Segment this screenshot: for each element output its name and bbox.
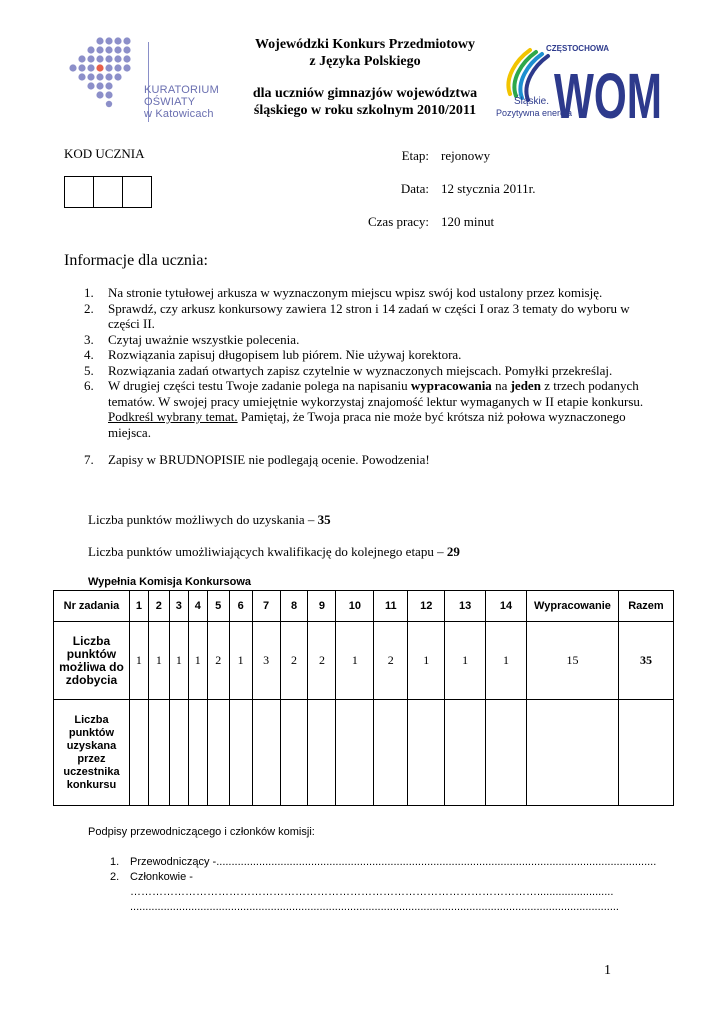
signatures-list: [110, 855, 657, 915]
score-entry-cell[interactable]: [129, 700, 148, 806]
instruction-item: [84, 347, 659, 363]
exam-time-label: Czas pracy:: [367, 214, 429, 229]
table-header-row: [54, 591, 674, 622]
exam-info-row: [340, 214, 540, 247]
table-cell-total: 35: [618, 622, 673, 700]
instruction-text: Na stronie tytułowej arkusza w wyznaczonym miejscu wpisz swój kod ustalony przez komisję.: [108, 285, 603, 300]
exam-time-value: 120 minut: [441, 214, 495, 229]
signature-members-line2[interactable]: ................................................................................................................................................................: [130, 901, 619, 913]
table-cell: 1: [169, 622, 188, 700]
instruction-item: [84, 301, 659, 332]
signature-item-members: [110, 870, 650, 885]
max-points-label: Liczba punktów możliwych do uzyskania –: [88, 512, 318, 527]
wom-city: CZĘSTOCHOWA: [546, 44, 609, 53]
page-number: 1: [604, 963, 611, 978]
table-header-cell: 14: [486, 591, 527, 622]
kuratorium-line3: w Katowicach: [144, 108, 214, 120]
exam-date-label: Data:: [400, 181, 429, 196]
instruction-text: Rozwiązania zadań otwartych zapisz czytelnie w wyznaczonych miejscach. Pomyłki przekreślaj.: [108, 362, 613, 378]
table-header-cell: 9: [308, 591, 336, 622]
table-cell: 2: [308, 622, 336, 700]
table-cell: 2: [207, 622, 229, 700]
kuratorium-line1: KURATORIUM: [144, 84, 219, 96]
table-cell: 1: [188, 622, 207, 700]
table-header-cell: Razem: [618, 591, 673, 622]
instruction-number: 2.: [84, 300, 94, 316]
instruction-bold-wypracowania: wypracowania: [410, 378, 492, 393]
kuratorium-name: [144, 84, 219, 120]
table-row-earned-points: [54, 700, 674, 806]
max-points-value: 35: [317, 512, 331, 527]
table-header-cell: 13: [445, 591, 486, 622]
instruction-item: [84, 332, 659, 348]
kuratorium-logo: [70, 36, 220, 126]
wom-brand: WOM: [554, 60, 662, 132]
instruction-number: 3.: [84, 331, 94, 347]
signature-chair-label: Przewodniczący -: [130, 856, 217, 868]
instruction-number: 5.: [84, 362, 94, 378]
instruction-text-part: Pamiętaj, że Twoja praca nie może być krótsza niż połowa wyznaczonego miejsca.: [108, 409, 626, 440]
score-entry-cell[interactable]: [486, 700, 527, 806]
exam-info-row: [340, 148, 540, 181]
kod-box-1[interactable]: [64, 176, 94, 208]
exam-info-row: [340, 181, 540, 214]
exam-info: [340, 148, 540, 247]
table-cell: 3: [252, 622, 280, 700]
title-line1: Wojewódzki Konkurs Przedmiotowy: [254, 37, 476, 52]
instructions-list: [84, 285, 659, 468]
table-header-cell: 2: [148, 591, 169, 622]
exam-stage-value: rejonowy: [441, 148, 491, 163]
kod-box-3[interactable]: [122, 176, 152, 208]
wom-tag1: Śląskie.: [514, 96, 550, 107]
exam-date-value: 12 stycznia 2011r.: [441, 181, 536, 196]
score-entry-cell[interactable]: [408, 700, 445, 806]
table-cell: 1: [129, 622, 148, 700]
score-entry-cell[interactable]: [526, 700, 618, 806]
score-entry-cell[interactable]: [207, 700, 229, 806]
score-entry-cell[interactable]: [169, 700, 188, 806]
kod-ucznia-label: KOD UCZNIA: [64, 146, 145, 161]
instruction-text-part: na: [491, 378, 511, 393]
qual-points-label: Liczba punktów umożliwiających kwalifikację do kolejnego etapu –: [88, 544, 447, 559]
table-header-cell: 7: [252, 591, 280, 622]
title-line2: z Języka Polskiego: [309, 54, 421, 69]
score-entry-cell[interactable]: [308, 700, 336, 806]
kuratorium-dots-icon: [70, 36, 142, 108]
table-header-cell: 8: [280, 591, 308, 622]
contest-title: [230, 36, 500, 119]
table-header-cell: 12: [408, 591, 445, 622]
table-row-label: Liczba punktów uzyskana przez uczestnika konkursu: [54, 700, 130, 806]
wom-tag2: Pozytywna energia: [496, 108, 573, 118]
table-header-cell: 11: [374, 591, 408, 622]
qual-points-value: 29: [446, 544, 460, 559]
instruction-number: 6.: [84, 378, 94, 393]
instruction-text-part: W drugiej części testu Twoje zadanie polega na napisaniu: [108, 378, 411, 393]
kod-ucznia-boxes[interactable]: [64, 176, 151, 208]
table-cell: 1: [336, 622, 374, 700]
table-cell: 1: [445, 622, 486, 700]
score-entry-cell[interactable]: [336, 700, 374, 806]
kod-box-2[interactable]: [93, 176, 123, 208]
score-entry-cell[interactable]: [148, 700, 169, 806]
table-row-max-points: [54, 622, 674, 700]
table-cell: 1: [148, 622, 169, 700]
table-cell: 1: [229, 622, 252, 700]
score-entry-cell[interactable]: [229, 700, 252, 806]
table-header-cell: 4: [188, 591, 207, 622]
score-entry-cell[interactable]: [618, 700, 673, 806]
score-entry-cell[interactable]: [280, 700, 308, 806]
instruction-item: [84, 452, 659, 468]
instruction-text: Zapisy w BRUDNOPISIE nie podlegają ocenie. Powodzenia!: [108, 452, 430, 467]
instruction-text-part: z trzech podanych tematów. W swojej pracy umiejętnie wykorzystaj znajomość lektur wymaganych w II etapie konkursu.: [108, 378, 644, 409]
kuratorium-line2: OŚWIATY: [144, 96, 196, 108]
signature-chair-line[interactable]: ................................................................................................................................................: [216, 856, 657, 868]
qual-points: [88, 544, 460, 560]
wom-logo: [496, 38, 666, 132]
table-header-cell: 10: [336, 591, 374, 622]
table-header-cell: Wypracowanie: [526, 591, 618, 622]
info-heading: Informacje dla ucznia:: [64, 252, 208, 269]
table-cell: 15: [526, 622, 618, 700]
title-line4: śląskiego w roku szkolnym 2010/2011: [253, 103, 477, 118]
instruction-bold-jeden: jeden: [510, 378, 541, 393]
instruction-item: [84, 363, 659, 379]
score-entry-cell[interactable]: [252, 700, 280, 806]
exam-stage-label: Etap:: [401, 148, 429, 163]
table-cell: 1: [408, 622, 445, 700]
table-caption: Wypełnia Komisja Konkursowa: [88, 576, 252, 588]
table-cell: 1: [486, 622, 527, 700]
instruction-number: 1.: [84, 285, 94, 300]
signature-item-chair: [110, 855, 657, 870]
instruction-item: [84, 378, 659, 440]
signature-members-label: Członkowie -: [130, 871, 193, 883]
instruction-text: Czytaj uważnie wszystkie polecenia.: [108, 331, 300, 347]
table-header-cell: 6: [229, 591, 252, 622]
score-entry-cell[interactable]: [445, 700, 486, 806]
score-entry-cell[interactable]: [374, 700, 408, 806]
table-cell: 2: [280, 622, 308, 700]
table-row-label: Liczba punktów możliwa do zdobycia: [54, 622, 130, 700]
table-header-cell: 3: [169, 591, 188, 622]
signature-number: 1.: [110, 856, 120, 868]
score-entry-cell[interactable]: [188, 700, 207, 806]
wom-logo-icon: [496, 38, 666, 132]
signatures-heading: Podpisy przewodniczącego i członków komisji:: [88, 826, 315, 838]
instruction-number: 7.: [84, 452, 94, 467]
max-points: [88, 512, 331, 528]
instruction-text: Sprawdź, czy arkusz konkursowy zawiera 12 stron i 14 zadań w części I oraz 3 tematy do wyboru w części II.: [108, 300, 630, 331]
instruction-item: [84, 285, 659, 301]
title-line3: dla uczniów gimnazjów województwa: [252, 86, 478, 101]
instruction-underlined: Podkreśl wybrany temat.: [108, 409, 238, 424]
table-header-cell: 1: [129, 591, 148, 622]
table-header-cell: Nr zadania: [54, 591, 130, 622]
table-header-cell: 5: [207, 591, 229, 622]
score-table: [53, 590, 674, 806]
signature-members-line1[interactable]: ………………………………………………………………………………………………….........................: [130, 886, 614, 898]
instruction-number: 4.: [84, 347, 94, 362]
signature-number: 2.: [110, 871, 120, 883]
table-cell: 2: [374, 622, 408, 700]
instruction-text: Rozwiązania zapisuj długopisem lub piórem. Nie używaj korektora.: [108, 347, 462, 362]
instruction-text: [108, 378, 659, 440]
